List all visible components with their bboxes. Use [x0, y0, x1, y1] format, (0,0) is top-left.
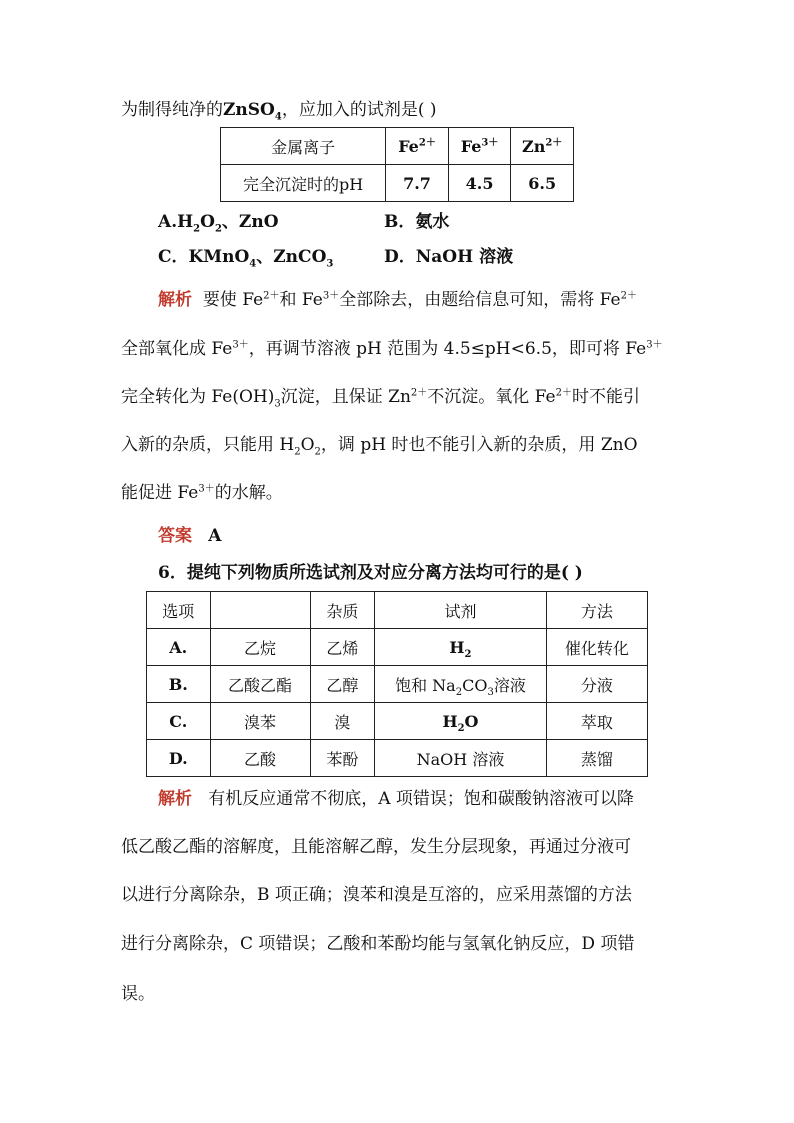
- option-d: D．NaOH 溶液: [384, 247, 514, 267]
- table-cell: 乙醇: [310, 666, 374, 703]
- table-cell: 6.5: [511, 165, 574, 202]
- table-cell: D.: [147, 740, 211, 777]
- table-cell: 完全沉淀时的pH: [221, 165, 386, 202]
- table-cell: 金属离子: [221, 128, 386, 165]
- table-cell: $Zn^{2+}$: [511, 128, 574, 165]
- q6-analysis-line-5: 误。: [121, 984, 155, 1004]
- q5-analysis-line-3: 完全转化为 $Fe(OH)_3$沉淀，且保证 $Zn^{2+}$不沉淀。氧化 $Fe^{2+}$时不能引: [121, 387, 640, 410]
- option-a: $A.H_2O_2$、ZnO: [158, 212, 279, 235]
- table-row: [147, 629, 648, 666]
- table-cell: 饱和 $Na_2CO_3$溶液: [375, 666, 547, 703]
- table-cell: 乙烷: [210, 629, 310, 666]
- table-cell: B.: [147, 666, 211, 703]
- table-row: [221, 128, 574, 165]
- table-row: [147, 740, 648, 777]
- table-header-cell: 杂质: [310, 592, 374, 629]
- table-cell: 分液: [546, 666, 647, 703]
- table-cell: 7.7: [386, 165, 449, 202]
- table-header-cell: 试剂: [375, 592, 547, 629]
- q6-stem: 6．提纯下列物质所选试剂及对应分离方法均可行的是( ): [158, 563, 583, 583]
- option-c: C．KMnO$_4$、ZnCO$_3$: [158, 247, 334, 270]
- table-cell: $H_2O$: [375, 703, 547, 740]
- table-cell: 蒸馏: [546, 740, 647, 777]
- table-cell: 催化转化: [546, 629, 647, 666]
- table-cell: C.: [147, 703, 211, 740]
- q5-stem: 为制得纯净的ZnSO$_4$，应加入的试剂是( ): [121, 100, 437, 123]
- answer-value: A: [208, 526, 222, 546]
- q6-analysis-line-4: 进行分离除杂，C 项错误；乙酸和苯酚均能与氢氧化钠反应，D 项错: [121, 934, 635, 954]
- table-row: [221, 165, 574, 202]
- q6-analysis-line-2: 低乙酸乙酯的溶解度，且能溶解乙醇，发生分层现象，再通过分液可: [121, 837, 631, 857]
- table-cell: 溴: [310, 703, 374, 740]
- option-b: B．氨水: [384, 212, 450, 232]
- table-row: [147, 703, 648, 740]
- q5-analysis-line-2: 全部氧化成 $Fe^{3+}$，再调节溶液 pH 范围为 4.5≤pH<6.5，即可将 $Fe^{3+}$: [121, 339, 663, 359]
- table-cell: 溴苯: [210, 703, 310, 740]
- table-cell: $Fe^{2+}$: [386, 128, 449, 165]
- table-cell: 4.5: [448, 165, 511, 202]
- table-cell: 乙酸乙酯: [210, 666, 310, 703]
- table-cell: 萃取: [546, 703, 647, 740]
- table-cell: NaOH 溶液: [375, 740, 547, 777]
- q6-analysis-line-1: 解析 有机反应通常不彻底，A 项错误；饱和碳酸钠溶液可以降: [158, 789, 634, 809]
- table-row: [147, 592, 648, 629]
- table-cell: A.: [147, 629, 211, 666]
- table-header-cell: [210, 592, 310, 629]
- table-cell: 苯酚: [310, 740, 374, 777]
- q6-analysis-line-3: 以进行分离除杂，B 项正确；溴苯和溴是互溶的，应采用蒸馏的方法: [121, 885, 632, 905]
- table-cell: 乙酸: [210, 740, 310, 777]
- table-cell: $H_2$: [375, 629, 547, 666]
- table-cell: $Fe^{3+}$: [448, 128, 511, 165]
- table-header-cell: 选项: [147, 592, 211, 629]
- q5-analysis-line-5: 能促进 $Fe^{3+}$的水解。: [121, 483, 283, 503]
- q5-answer: [158, 525, 221, 547]
- table-header-cell: 方法: [546, 592, 647, 629]
- q5-ion-table: [220, 127, 574, 202]
- table-row: [147, 666, 648, 703]
- q5-analysis-line-1: 解析 要使 $Fe^{2+}$和 $Fe^{3+}$全部除去，由题给信息可知，需将 $Fe^{2+}$: [158, 290, 637, 310]
- answer-label: 答案: [158, 526, 192, 546]
- table-cell: 乙烯: [310, 629, 374, 666]
- q5-analysis-line-4: 入新的杂质，只能用 $H_2O_2$，调 pH 时也不能引入新的杂质，用 ZnO: [121, 435, 638, 458]
- analysis-label: 解析: [158, 789, 192, 809]
- q6-purification-table: [146, 591, 648, 777]
- analysis-label: 解析: [158, 290, 192, 310]
